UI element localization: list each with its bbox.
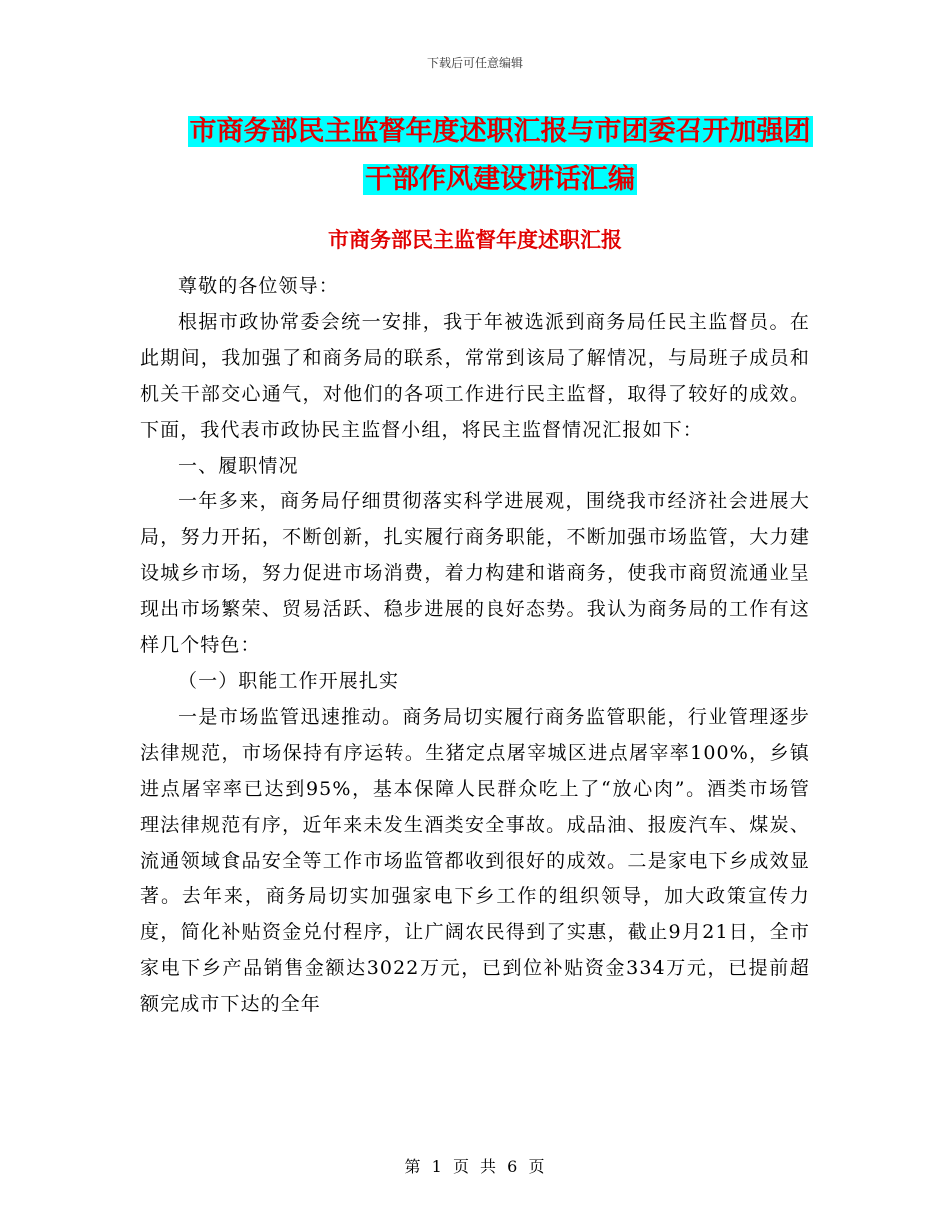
body-text <box>140 269 810 1023</box>
paragraph-salutation: 尊敬的各位领导： <box>178 275 339 297</box>
paragraph-intro: 根据市政协常委会统一安排，我于年被选派到商务局任民主监督员。在此期间，我加强了和商务局的联系，常常到该局了解情况，与局班子成员和机关干部交心通气，对他们的各项工作进行民主监督，取得了较好的成效。下面，我代表市政协民主监督小组，将民主监督情况汇报如下： <box>140 310 810 441</box>
title-line-2: 干部作风建设讲话汇编 <box>365 164 635 195</box>
footer-page-word: 页 <box>452 1157 470 1176</box>
subheading-functional-work: （一）职能工作开展扎实 <box>178 669 400 692</box>
document-title <box>150 108 850 204</box>
paragraph-market-supervision: 一是市场监管迅速推动。商务局切实履行商务监管职能，行业管理逐步法律规范，市场保持有序运转。生猪定点屠宰城区进点屠宰率100%，乡镇进点屠宰率已达到95%，基本保障人民群众吃上了“放心肉”。酒类市场管理法律规范有序，近年来未发生酒类安全事故。成品油、报废汽车、煤炭、流通领域食品安全等工作市场监管都收到很好的成效。二是家电下乡成效显著。去年来，商务局切实加强家电下乡工作的组织领导，加大政策宣传力度，简化补贴资金兑付程序，让广阔农民得到了实惠，截止9月21日，全市家电下乡产品销售金额达3022万元，已到位补贴资金334万元，已提前超额完成市下达的全年 <box>140 705 810 1016</box>
paragraph-overview: 一年多来，商务局仔细贯彻落实科学进展观，围绕我市经济社会进展大局，努力开拓，不断创新，扎实履行商务职能，不断加强市场监管，大力建设城乡市场，努力促进市场消费，着力构建和谐商务，使我市商贸流通业呈现出市场繁荣、贸易活跃、稳步进展的良好态势。我认为商务局的工作有这样几个特色： <box>140 490 810 657</box>
page-footer <box>0 1154 950 1177</box>
footer-current-page: 1 <box>431 1157 443 1176</box>
title-line-1: 市商务部民主监督年度述职汇报与市团委召开加强团 <box>189 116 811 147</box>
footer-total-pages: 6 <box>507 1157 519 1176</box>
footer-suffix: 页 <box>528 1157 546 1176</box>
header-note: 下载后可任意编辑 <box>426 56 523 70</box>
footer-prefix: 第 <box>404 1157 422 1176</box>
footer-total-word: 共 <box>480 1157 498 1176</box>
section-title: 市商务部民主监督年度述职汇报 <box>328 228 622 252</box>
heading-duty-performance: 一、履职情况 <box>178 454 299 477</box>
